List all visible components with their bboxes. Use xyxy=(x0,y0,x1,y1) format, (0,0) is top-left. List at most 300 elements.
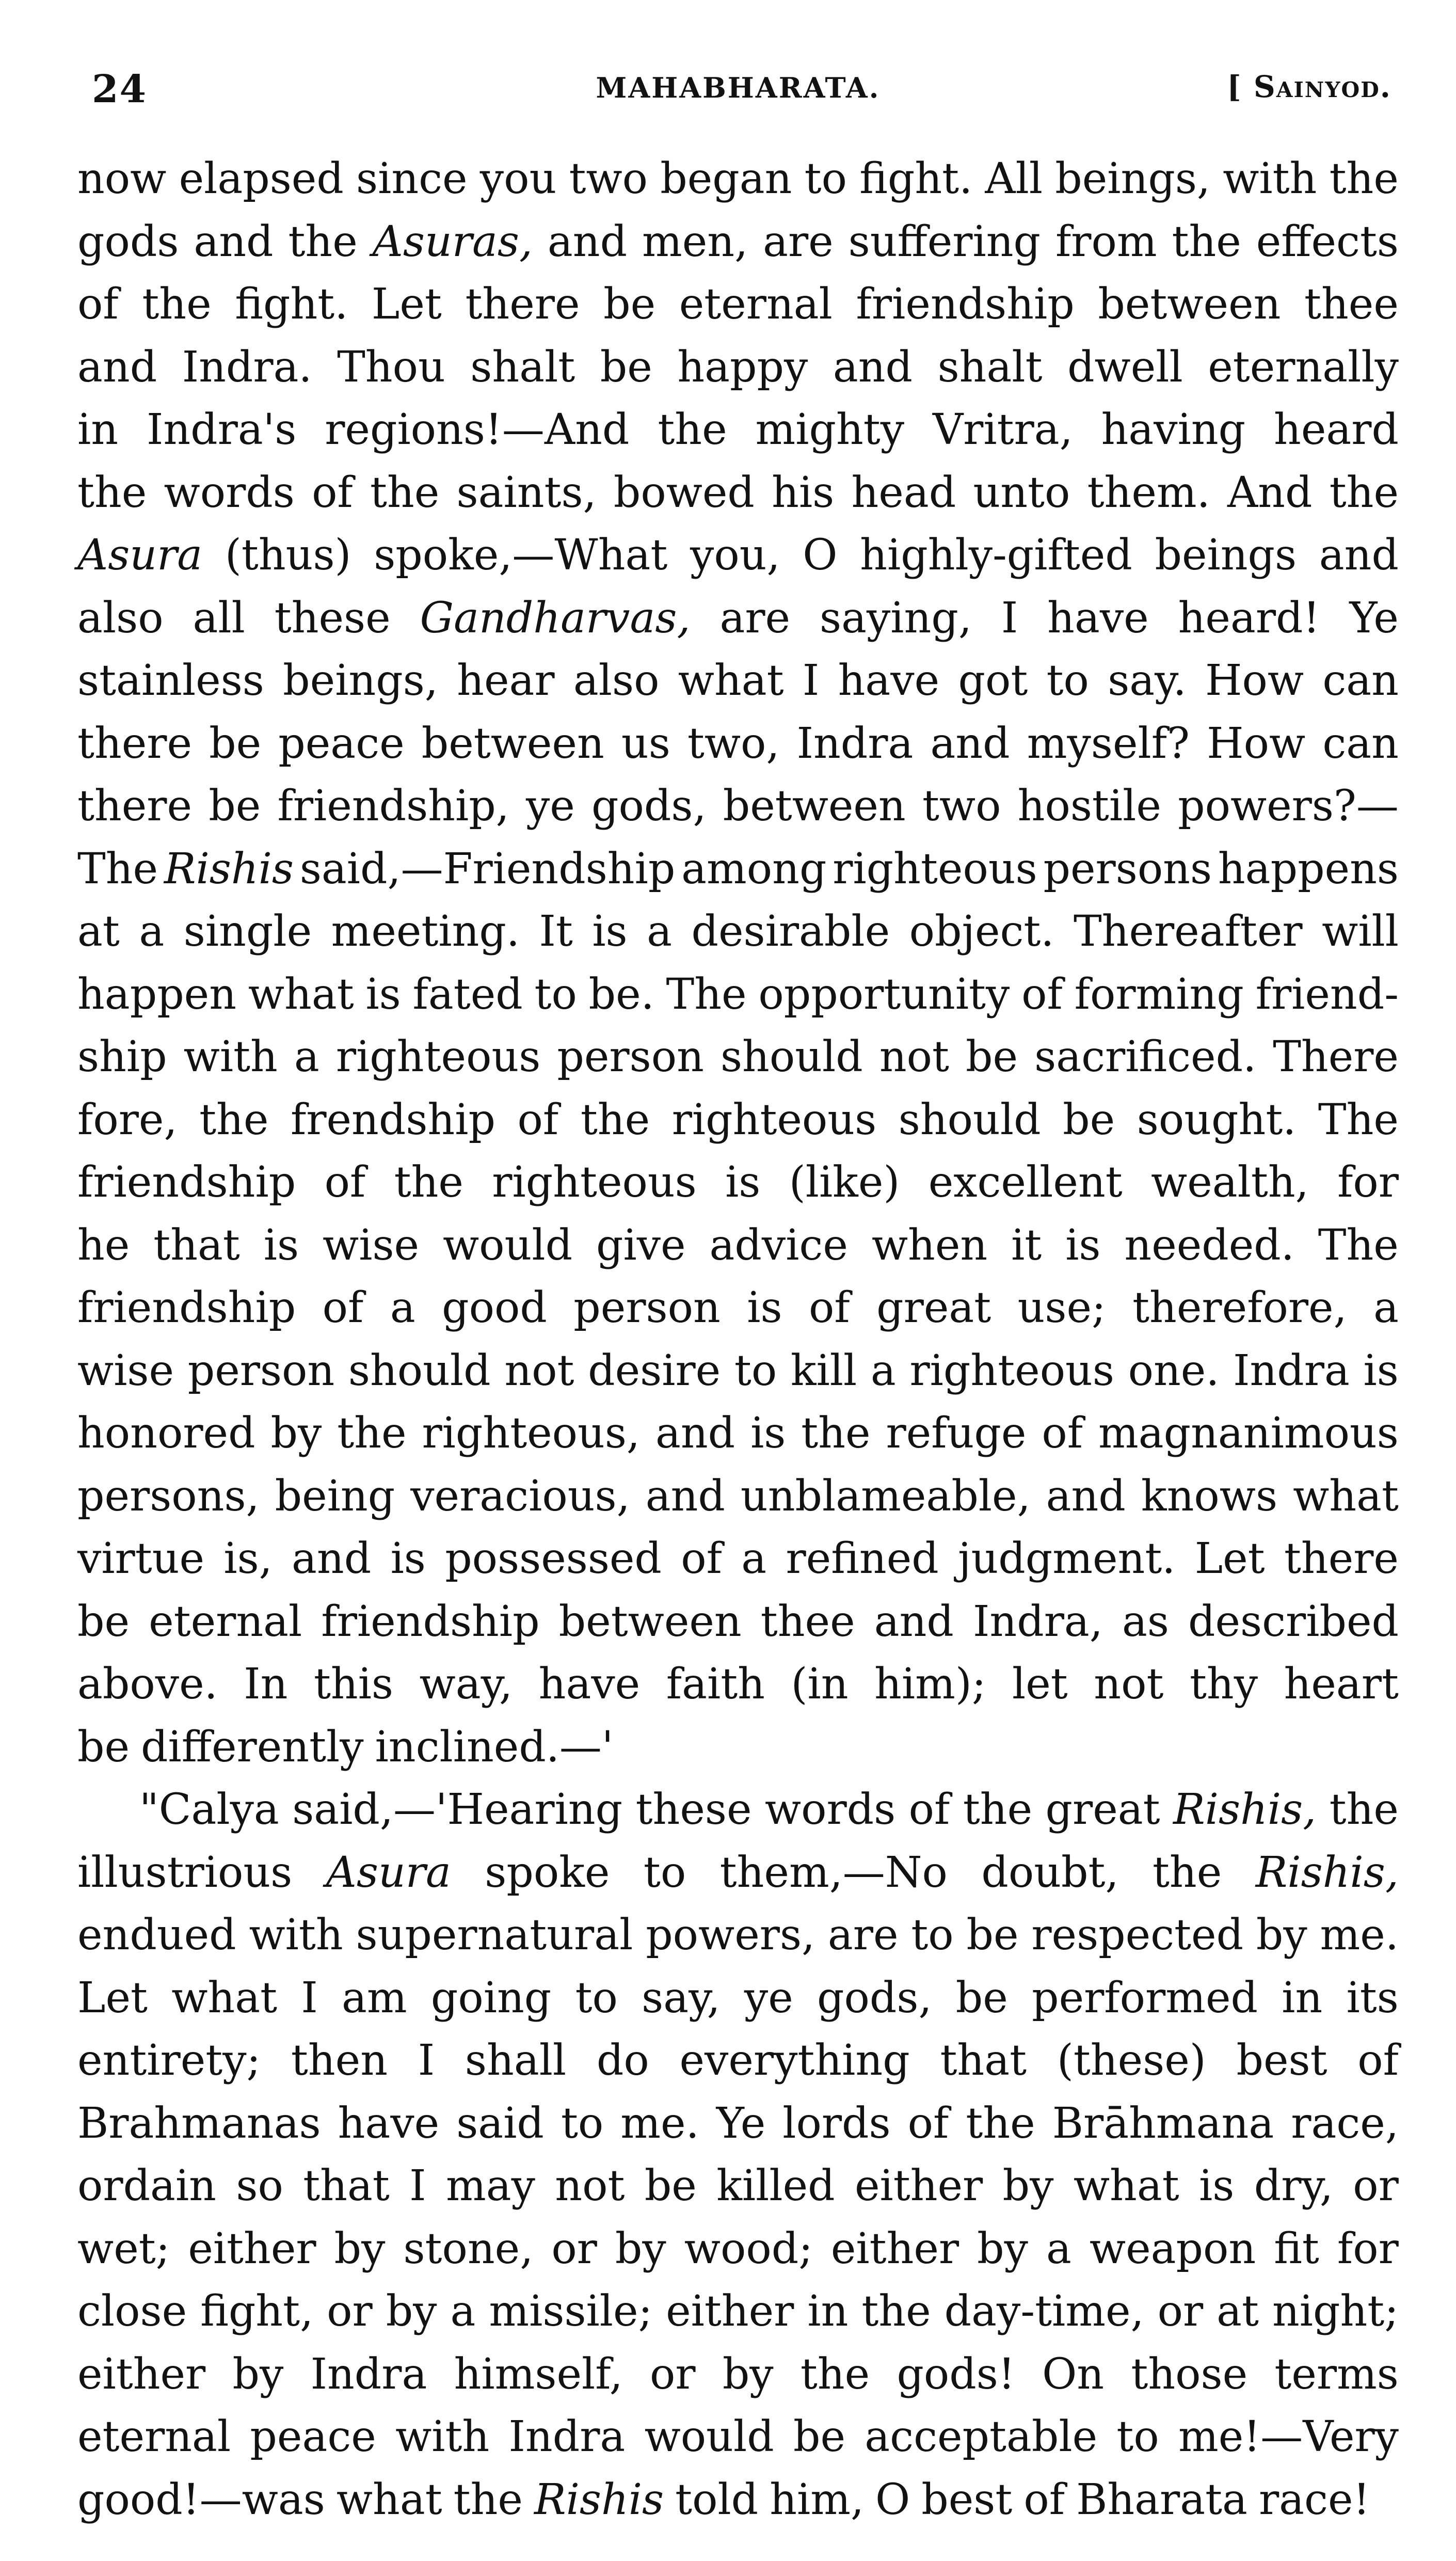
text-line xyxy=(77,963,1399,1026)
word: Indra's xyxy=(146,405,297,454)
word: shalt xyxy=(470,342,575,392)
word: righteous xyxy=(833,844,1037,894)
word: advice xyxy=(709,1220,848,1270)
word: virtue xyxy=(77,1534,205,1583)
text-line xyxy=(77,273,1399,336)
word: righteous xyxy=(671,1095,877,1144)
word: person xyxy=(573,1283,721,1332)
word: the xyxy=(453,2475,523,2524)
word: The xyxy=(77,844,158,894)
word: by xyxy=(722,2349,774,2399)
word: illustrious xyxy=(77,1848,293,1897)
word: what xyxy=(1293,1471,1399,1521)
running-title: MAHABHARATA. xyxy=(596,71,881,104)
word: person xyxy=(187,1346,335,1395)
word: me!—Very xyxy=(1178,2412,1399,2461)
word: be xyxy=(793,2412,845,2461)
word: All xyxy=(985,154,1043,203)
word: ship xyxy=(77,1032,167,1081)
word: not xyxy=(879,1032,949,1081)
word: stainless xyxy=(77,656,264,705)
word: How xyxy=(1207,719,1306,768)
word: those xyxy=(1131,2349,1248,2399)
word: he xyxy=(77,1220,130,1270)
word: fit xyxy=(1274,2224,1319,2273)
word: Brahmanas xyxy=(77,2098,321,2148)
page-header xyxy=(77,67,1399,129)
section-mark: [ Sainyod. xyxy=(1227,69,1391,104)
word: or xyxy=(327,2287,373,2336)
word: in xyxy=(1282,1973,1323,2023)
word: myself? xyxy=(1027,719,1190,768)
word: honored xyxy=(77,1409,255,1458)
word: this xyxy=(313,1660,394,1709)
word: a xyxy=(1373,1283,1399,1332)
word: be xyxy=(966,1032,1018,1081)
word: that xyxy=(303,2161,390,2210)
word: have xyxy=(338,2098,440,2148)
word: to xyxy=(734,1346,777,1395)
word: himself, xyxy=(454,2349,623,2399)
word: Rishis xyxy=(164,844,294,894)
word: not xyxy=(555,2161,625,2210)
word: would xyxy=(644,2412,774,2461)
word: by xyxy=(1256,1911,1307,1960)
word: these xyxy=(635,1785,752,1834)
word: or xyxy=(551,2224,597,2273)
word: by xyxy=(977,2224,1028,2273)
word: differently xyxy=(141,1722,364,1772)
word: a xyxy=(450,2287,476,2336)
word: the xyxy=(800,2349,870,2399)
word: day-time, xyxy=(944,2287,1144,2336)
word: from xyxy=(1055,217,1157,266)
word: us xyxy=(621,719,670,768)
word: persons, xyxy=(77,1471,260,1521)
word: possessed xyxy=(445,1534,662,1583)
word: Thou xyxy=(337,342,445,392)
text-line xyxy=(77,2092,1399,2155)
word: Ye xyxy=(1349,593,1399,643)
word: between xyxy=(421,719,604,768)
word: everything xyxy=(679,2036,910,2085)
word: also xyxy=(77,593,164,643)
text-line xyxy=(77,1089,1399,1152)
word: these xyxy=(274,593,391,643)
word: what xyxy=(678,656,784,705)
word: gods, xyxy=(817,1973,932,2023)
word: have xyxy=(538,1660,641,1709)
word: the xyxy=(1329,1785,1399,1834)
word: Brāhmana xyxy=(1052,2098,1274,2148)
word: of xyxy=(1042,1409,1083,1458)
word: Asuras, xyxy=(372,217,533,266)
text-line xyxy=(77,462,1399,524)
word: words xyxy=(164,468,295,517)
text-line xyxy=(77,1778,1399,1841)
word: and xyxy=(655,1409,735,1458)
word: to xyxy=(643,1848,686,1897)
word: among xyxy=(681,844,827,894)
text-line xyxy=(77,1528,1399,1590)
word: gods xyxy=(77,217,179,266)
word: with xyxy=(249,1911,343,1960)
word: highly-gifted xyxy=(860,531,1132,580)
word: so xyxy=(236,2161,283,2210)
word: Indra xyxy=(1233,1346,1350,1395)
word: of xyxy=(312,468,353,517)
word: there xyxy=(1284,1534,1399,1583)
word: a xyxy=(294,1032,319,1081)
word: what xyxy=(336,2475,442,2524)
word: a xyxy=(390,1283,415,1332)
word: me. xyxy=(1320,1911,1399,1960)
word: the xyxy=(77,468,147,517)
word: are xyxy=(827,1911,899,1960)
word: and xyxy=(645,1471,725,1521)
text-line xyxy=(77,2218,1399,2281)
word: best xyxy=(1236,2036,1327,2085)
word: I xyxy=(802,656,820,705)
word: as xyxy=(1122,1597,1169,1646)
word: also xyxy=(573,656,660,705)
word: the xyxy=(142,280,212,329)
word: me. xyxy=(620,2098,699,2148)
word: said,—Friendship xyxy=(299,844,676,894)
word: not xyxy=(1094,1660,1164,1709)
word: or xyxy=(649,2349,696,2399)
word: be xyxy=(600,342,652,392)
word: frendship xyxy=(290,1095,495,1144)
word: said xyxy=(456,2098,544,2148)
word: Indra xyxy=(796,719,914,768)
word: therefore, xyxy=(1132,1283,1347,1332)
word: friendship xyxy=(321,1597,540,1646)
word: performed xyxy=(1032,1973,1258,2023)
word: of xyxy=(77,280,119,329)
word: stone, xyxy=(403,2224,534,2273)
word: head xyxy=(851,468,956,517)
word: Thereafter xyxy=(1073,907,1303,956)
word: Rishis, xyxy=(1173,1785,1317,1834)
word: going xyxy=(430,1973,552,2023)
word: and xyxy=(292,1534,372,1583)
word: by xyxy=(334,2224,386,2273)
word: will xyxy=(1322,907,1399,956)
word: race! xyxy=(1258,2475,1370,2524)
word: race, xyxy=(1291,2098,1399,2148)
word: the xyxy=(861,2287,931,2336)
word: object. xyxy=(909,907,1054,956)
word: by xyxy=(232,2349,284,2399)
text-line xyxy=(77,2280,1399,2343)
word: in xyxy=(807,2287,849,2336)
word: give xyxy=(596,1220,686,1270)
word: of xyxy=(808,1283,850,1332)
word: "Calya xyxy=(139,1785,279,1834)
word: Let xyxy=(371,280,442,329)
word: gods, xyxy=(591,782,707,831)
word: Vritra, xyxy=(932,405,1073,454)
word: described xyxy=(1188,1597,1399,1646)
word: a xyxy=(1046,2224,1071,2273)
word: Indra, xyxy=(973,1597,1103,1646)
word: of xyxy=(1021,969,1063,1019)
word: The xyxy=(666,969,747,1019)
text-line xyxy=(77,1841,1399,1904)
word: be xyxy=(77,1722,130,1772)
word: righteous xyxy=(492,1158,697,1207)
word: and xyxy=(547,217,628,266)
word: men, xyxy=(642,217,748,266)
word: be xyxy=(209,719,262,768)
word: say, xyxy=(642,1973,721,2023)
word: and xyxy=(194,217,274,266)
word: at xyxy=(77,907,120,956)
word: by xyxy=(615,2224,666,2273)
word: Indra xyxy=(310,2349,427,2399)
word: Rishis, xyxy=(1255,1848,1399,1897)
word: all xyxy=(193,593,245,643)
word: unto xyxy=(973,468,1070,517)
word: may xyxy=(445,2161,535,2210)
word: wood; xyxy=(684,2224,813,2273)
word: is xyxy=(725,1158,761,1207)
word: there xyxy=(77,782,193,831)
text-line xyxy=(77,1340,1399,1403)
word: meeting. xyxy=(331,907,520,956)
word: fore, xyxy=(77,1095,178,1144)
word: either xyxy=(666,2287,794,2336)
word: spoke,—What xyxy=(374,531,668,580)
word: told xyxy=(675,2475,759,2524)
word: (these) xyxy=(1057,2036,1206,2085)
word: is xyxy=(263,1220,299,1270)
word: in xyxy=(77,405,119,454)
word: ordain xyxy=(77,2161,216,2210)
text-line xyxy=(77,148,1399,211)
text-line xyxy=(77,2029,1399,2092)
word: to xyxy=(534,969,577,1019)
word: are xyxy=(719,593,791,643)
word: close xyxy=(77,2287,187,2336)
text-line xyxy=(77,1277,1399,1340)
word: and xyxy=(77,342,157,392)
word: the xyxy=(199,1095,269,1144)
word: O xyxy=(803,531,838,580)
word: by xyxy=(1002,2161,1054,2210)
word: person xyxy=(557,1032,704,1081)
word: is xyxy=(1199,2161,1235,2210)
word: is xyxy=(1363,1346,1399,1395)
word: (in xyxy=(791,1660,849,1709)
word: of xyxy=(322,1283,364,1332)
word: by xyxy=(386,2287,437,2336)
word: Let xyxy=(77,1973,148,2023)
word: having xyxy=(1101,405,1246,454)
text-line xyxy=(77,1465,1399,1528)
text-line xyxy=(77,775,1399,838)
word: a xyxy=(647,907,673,956)
word: when xyxy=(871,1220,988,1270)
word: veracious, xyxy=(410,1471,630,1521)
word: that xyxy=(940,2036,1027,2085)
word: lords xyxy=(782,2098,891,2148)
word: faith xyxy=(666,1660,765,1709)
word: doubt, xyxy=(981,1848,1119,1897)
word: good!—was xyxy=(77,2475,325,2524)
word: for xyxy=(1337,2224,1399,2273)
word: of xyxy=(907,2098,949,2148)
word: the xyxy=(370,468,440,517)
word: saints, xyxy=(456,468,597,517)
word: would xyxy=(442,1220,573,1270)
word: Indra xyxy=(508,2412,626,2461)
word: friendship xyxy=(856,280,1075,329)
word: acceptable xyxy=(865,2412,1098,2461)
word: the xyxy=(966,2098,1035,2148)
word: the xyxy=(1172,217,1241,266)
word: to xyxy=(1116,2412,1159,2461)
word: great xyxy=(1045,1785,1160,1834)
word: wet; xyxy=(77,2224,170,2273)
word: wise xyxy=(77,1346,174,1395)
word: have xyxy=(838,656,940,705)
word: what xyxy=(248,969,354,1019)
word: since xyxy=(356,154,468,203)
paragraph xyxy=(77,148,1399,1778)
word: spoke xyxy=(485,1848,610,1897)
word: judgment. xyxy=(958,1534,1176,1583)
word: him, xyxy=(770,2475,865,2524)
word: say. xyxy=(1108,656,1187,705)
word: inclined.—' xyxy=(375,1722,614,1772)
word: are xyxy=(763,217,834,266)
text-line xyxy=(77,524,1399,587)
word: happen xyxy=(77,969,237,1019)
word: fight, xyxy=(200,2287,314,2336)
word: got xyxy=(958,656,1028,705)
word: and xyxy=(1046,1471,1126,1521)
word: two xyxy=(569,154,648,203)
word: at xyxy=(1217,2287,1259,2336)
word: friendship xyxy=(77,1158,296,1207)
word: its xyxy=(1346,1973,1399,2023)
word: of xyxy=(908,1785,950,1834)
word: began xyxy=(660,154,792,203)
word: eternally xyxy=(1208,342,1399,392)
word: great xyxy=(876,1283,991,1332)
word: (thus) xyxy=(225,531,351,580)
word: shalt xyxy=(937,342,1043,392)
word: what xyxy=(1073,2161,1179,2210)
word: and xyxy=(1319,531,1399,580)
word: Asura xyxy=(77,531,203,580)
word: Rishis xyxy=(534,2475,664,2524)
page-number: 24 xyxy=(92,67,147,112)
word: be xyxy=(955,1973,1008,2023)
word: thy xyxy=(1189,1660,1258,1709)
word: In xyxy=(244,1660,288,1709)
word: eternal xyxy=(77,2412,231,2461)
word: dry, xyxy=(1254,2161,1333,2210)
word: the xyxy=(963,1785,1033,1834)
word: Bharata xyxy=(1076,2475,1247,2524)
word: should xyxy=(898,1095,1041,1144)
word: the xyxy=(394,1158,463,1207)
word: effects xyxy=(1256,217,1399,266)
word: The xyxy=(1318,1095,1399,1144)
word: endued xyxy=(77,1911,236,1960)
word: is xyxy=(750,1409,786,1458)
word: dwell xyxy=(1067,342,1183,392)
text-line xyxy=(77,2469,1399,2532)
word: be xyxy=(209,782,261,831)
word: two xyxy=(922,782,1001,831)
word: do xyxy=(596,2036,649,2085)
word: either xyxy=(830,2224,959,2273)
word: not xyxy=(504,1346,574,1395)
word: single xyxy=(183,907,312,956)
word: heard xyxy=(1274,405,1399,454)
word: be xyxy=(77,1597,130,1646)
word: regions!—And xyxy=(325,405,630,454)
text-line xyxy=(77,649,1399,712)
word: can xyxy=(1322,656,1399,705)
word: magnanimous xyxy=(1098,1409,1399,1458)
word: eternal xyxy=(679,280,833,329)
word: eternal xyxy=(149,1597,302,1646)
text-line xyxy=(77,1026,1399,1089)
word: heart xyxy=(1284,1660,1399,1709)
text-line xyxy=(77,1590,1399,1653)
word: terms xyxy=(1274,2349,1399,2399)
word: friend- xyxy=(1255,969,1399,1019)
word: to xyxy=(804,154,847,203)
text-line xyxy=(77,1214,1399,1277)
word: desire xyxy=(588,1346,721,1395)
word: saying, xyxy=(820,593,972,643)
text-line xyxy=(77,900,1399,963)
word: of xyxy=(1357,2036,1399,2085)
word: opportunity xyxy=(758,969,1010,1019)
word: said,—'Hearing xyxy=(292,1785,623,1834)
word: I xyxy=(301,1973,318,2023)
word: happy xyxy=(677,342,808,392)
word: either xyxy=(854,2161,983,2210)
word: and xyxy=(874,1597,954,1646)
word: the xyxy=(801,1409,871,1458)
word: them,—No xyxy=(719,1848,948,1897)
text-line xyxy=(77,2343,1399,2406)
body-text xyxy=(77,148,1399,2531)
word: is xyxy=(390,1534,426,1583)
word: the xyxy=(580,1095,650,1144)
word: use; xyxy=(1017,1283,1106,1332)
word: the xyxy=(1152,1848,1222,1897)
text-line xyxy=(77,399,1399,462)
word: of xyxy=(681,1534,722,1583)
word: should xyxy=(348,1346,491,1395)
word: or xyxy=(1157,2287,1204,2336)
word: refuge xyxy=(886,1409,1027,1458)
word: be xyxy=(644,2161,697,2210)
text-line xyxy=(77,1967,1399,2030)
word: righteous xyxy=(335,1032,541,1081)
word: And xyxy=(1227,468,1313,517)
word: of xyxy=(517,1095,559,1144)
word: killed xyxy=(716,2161,835,2210)
